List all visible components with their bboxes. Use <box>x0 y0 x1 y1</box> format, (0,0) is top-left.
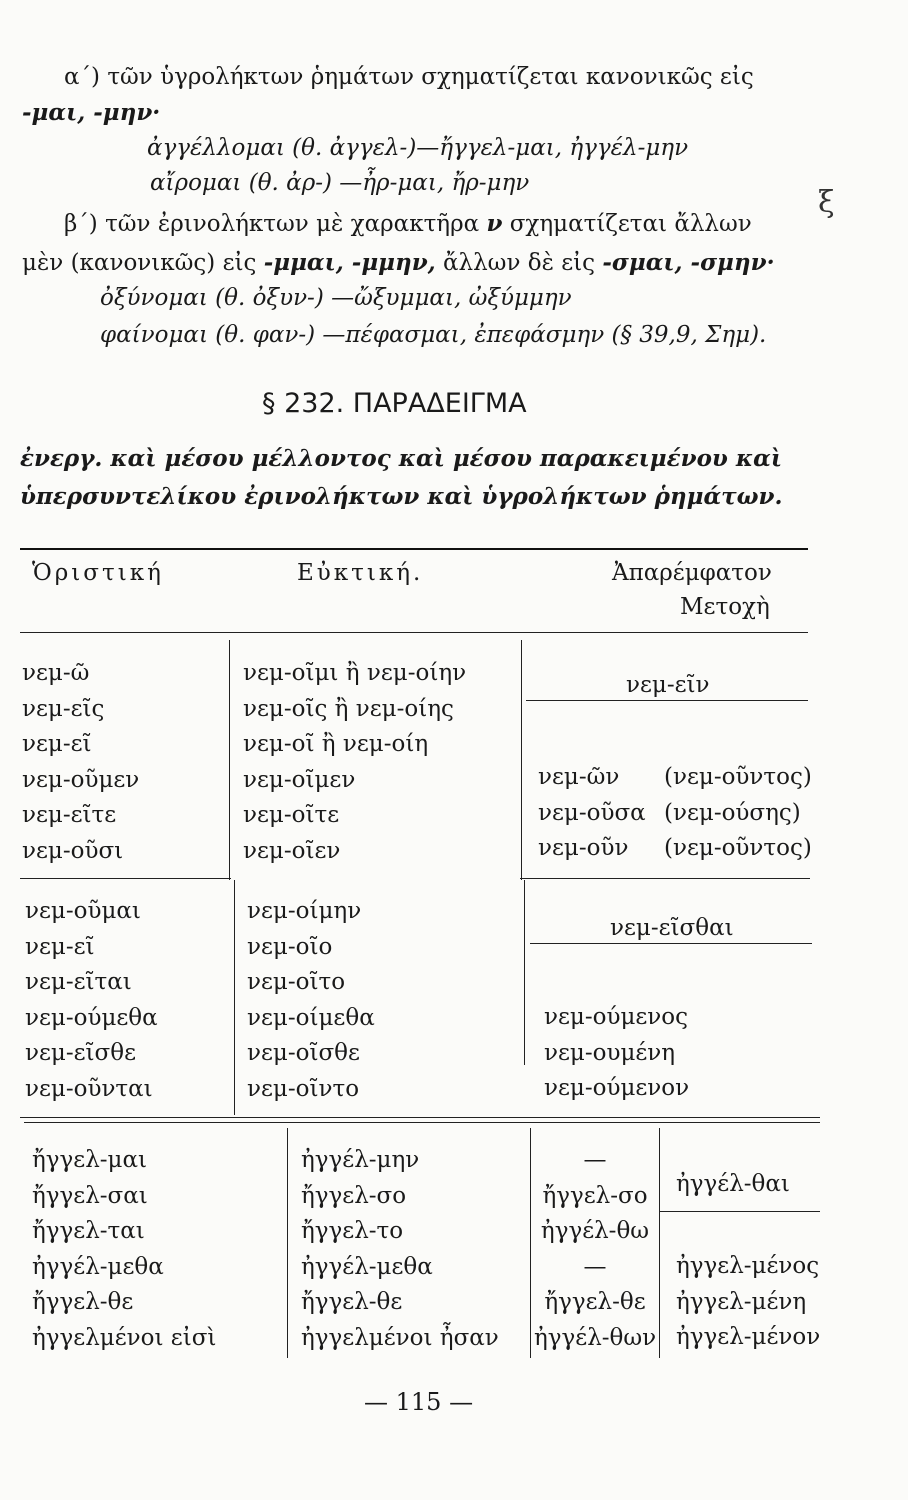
active-optative-column <box>243 656 466 869</box>
list-item: νεμ-οῦν <box>538 835 629 861</box>
list-item: νεμ-εῖ <box>25 933 95 960</box>
header-bottom-rule <box>20 632 808 633</box>
list-item: (νεμ-οῦντος) <box>664 835 812 861</box>
list-item: νεμ-οῖτο <box>247 969 346 995</box>
list-item: ἠγγέλ-μεθα <box>32 1253 164 1280</box>
section-subtitle-2: ὑπερσυντελίκου ἐρινολήκτων καὶ ὑγρολήκτων ῥημάτων. <box>20 483 783 510</box>
list-item: ἤγγελ-σο <box>301 1182 407 1209</box>
list-item: νεμ-οῖντο <box>247 1075 360 1102</box>
header-participle: Μετοχὴ <box>680 594 770 620</box>
perfect-infinitive-rule <box>660 1211 820 1212</box>
divider-v4 <box>524 880 525 1065</box>
list-item: νεμ-οῖεν <box>243 837 341 864</box>
intro-line-b-rest: σχηματίζεται ἄλλων <box>509 211 752 237</box>
active-infinitive-rule <box>526 700 808 701</box>
imperative-column <box>534 1143 656 1356</box>
divider-v2 <box>521 640 522 880</box>
example-airomai: αἴρομαι (θ. ἀρ-) —ἦρ-μαι, ἤρ-μην <box>150 170 530 196</box>
middle-infinitive: νεμ-εῖσθαι <box>610 915 734 941</box>
divider-v6 <box>530 1128 531 1358</box>
perfect-participle-column <box>676 1249 820 1356</box>
list-item: ἤγγελ-ται <box>32 1218 145 1244</box>
list-item: νεμ-οῖσθε <box>247 1040 360 1066</box>
intro-line-a-endings: -μαι, -μην· <box>22 99 161 126</box>
middle-infinitive-rule <box>530 943 812 944</box>
list-item: νεμ-ούμενον <box>544 1075 690 1101</box>
list-item: νεμ-ῶν <box>538 764 620 790</box>
list-item: νεμ-οῦνται <box>25 1075 153 1102</box>
middle-optative-column <box>247 894 375 1107</box>
intro-line-b <box>64 210 752 237</box>
list-item: νεμ-ούμενος <box>544 1004 689 1030</box>
list-item: νεμ-εῖσθε <box>25 1040 137 1066</box>
list-item: ἠγγελμένοι ἦσαν <box>301 1324 499 1351</box>
block1-rule-left <box>20 878 231 879</box>
divider-v5 <box>287 1128 288 1358</box>
intro-line-b-start: β΄) τῶν ἐρινολήκτων μὲ χαρακτῆρα <box>64 211 480 237</box>
list-item: νεμ-ουμένη <box>544 1039 676 1066</box>
list-item: (νεμ-ούσης) <box>664 799 801 826</box>
list-item: νεμ-ούμεθα <box>25 1004 158 1031</box>
divider-v7 <box>659 1128 660 1358</box>
block2-rule-double <box>24 1122 820 1123</box>
list-item: νεμ-οῖμεν <box>243 766 356 793</box>
middle-participle-column <box>544 1000 689 1107</box>
example-phainomai: φαίνομαι (θ. φαν-) —πέφασμαι, ἐπεφάσμην (§ 39,9, Σημ). <box>100 322 767 348</box>
intro-line-b2-c: ἄλλων δὲ εἰς <box>443 250 596 276</box>
list-item: νεμ-οῦμεν <box>22 766 140 793</box>
list-item: νεμ-εῖς <box>22 695 105 722</box>
list-item: ἠγγελ-μένον <box>676 1324 821 1350</box>
intro-line-b2 <box>22 249 775 276</box>
pluperfect-column <box>301 1143 499 1356</box>
list-item: νεμ-οίμην <box>247 898 362 924</box>
list-item: ἤγγελ-θε <box>32 1289 134 1315</box>
list-item: (νεμ-οῦντος) <box>664 764 812 790</box>
list-item: ἠγγελ-μένος <box>676 1253 820 1279</box>
page-number: — 115 — <box>364 1388 474 1416</box>
table-top-rule <box>20 548 808 550</box>
intro-line-b2-endings: -μμαι, -μμην, <box>263 249 436 276</box>
list-item: ἤγγελ-το <box>301 1218 404 1244</box>
divider-v1 <box>229 640 230 880</box>
block1-rule-right <box>520 878 810 879</box>
list-item: — <box>583 1253 607 1280</box>
block2-rule <box>20 1117 820 1118</box>
list-item: νεμ-οῖμι ἢ νεμ-οίην <box>243 660 467 686</box>
list-item: νεμ-οῦμαι <box>25 898 141 924</box>
list-item: νεμ-εῖ <box>22 731 92 757</box>
header-optative: Εὐκτική. <box>297 560 424 586</box>
intro-line-b2-endings2: -σμαι, -σμην· <box>602 249 775 276</box>
list-item: νεμ-οίμεθα <box>247 1004 375 1031</box>
divider-v3 <box>234 880 235 1115</box>
list-item: ἤγγελ-σο <box>542 1182 648 1209</box>
header-infinitive: Ἀπαρέμφατον <box>612 560 772 586</box>
list-item: νεμ-οῦσα <box>538 799 646 826</box>
list-item: νεμ-ῶ <box>22 660 90 686</box>
list-item: νεμ-εῖτε <box>22 802 117 828</box>
margin-mark: ξ <box>818 185 835 220</box>
list-item: νεμ-εῖται <box>25 969 132 995</box>
perfect-column <box>32 1143 216 1356</box>
list-item: νεμ-οῦσι <box>22 837 124 864</box>
list-item: ἠγγέλ-μεθα <box>301 1253 433 1280</box>
list-item: νεμ-οῖς ἢ νεμ-οίης <box>243 695 454 722</box>
list-item: ἤγγελ-θε <box>301 1289 403 1315</box>
list-item: — <box>583 1147 607 1173</box>
list-item: ἠγγέλ-θω <box>540 1218 650 1244</box>
perfect-infinitive: ἠγγέλ-θαι <box>676 1171 790 1197</box>
middle-indicative-column <box>25 894 158 1107</box>
example-oxynomai: ὀξύνομαι (θ. ὀξυν-) —ὤξυμμαι, ὠξύμμην <box>100 285 572 311</box>
header-indicative: Ὁριστική <box>32 560 164 586</box>
list-item: νεμ-οῖτε <box>243 802 340 828</box>
intro-line-b-nu: ν <box>486 210 503 237</box>
intro-line-b2-a: μὲν (κανονικῶς) εἰς <box>22 250 257 276</box>
active-participle-genitive-column <box>664 760 812 867</box>
list-item: νεμ-οῖ ἢ νεμ-οίη <box>243 731 429 757</box>
active-participle-column <box>538 760 646 867</box>
section-heading: § 232. ΠΑΡΑΔΕΙΓΜΑ <box>262 388 527 419</box>
active-indicative-column <box>22 656 139 869</box>
section-subtitle-1: ἐνεργ. καὶ μέσου μέλλοντος καὶ μέσου παρακειμένου καὶ <box>20 445 782 472</box>
list-item: ἠγγέλ-θων <box>534 1324 657 1351</box>
list-item: νεμ-οῖο <box>247 933 333 960</box>
list-item: ἤγγελ-μαι <box>32 1147 148 1173</box>
example-aggellomai: ἀγγέλλομαι (θ. ἀγγελ-)—ἤγγελ-μαι, ἠγγέλ-μην <box>147 135 689 161</box>
list-item: ἠγγελ-μένη <box>676 1288 807 1315</box>
list-item: ἤγγελ-σαι <box>32 1182 148 1209</box>
list-item: ἤγγελ-θε <box>544 1289 646 1315</box>
list-item: ἠγγελμένοι εἰσὶ <box>32 1324 217 1351</box>
active-infinitive: νεμ-εῖν <box>626 672 710 698</box>
list-item: ἠγγέλ-μην <box>301 1147 420 1173</box>
intro-line-a: α΄) τῶν ὑγρολήκτων ῥημάτων σχηματίζεται κανονικῶς εἰς <box>64 64 754 90</box>
